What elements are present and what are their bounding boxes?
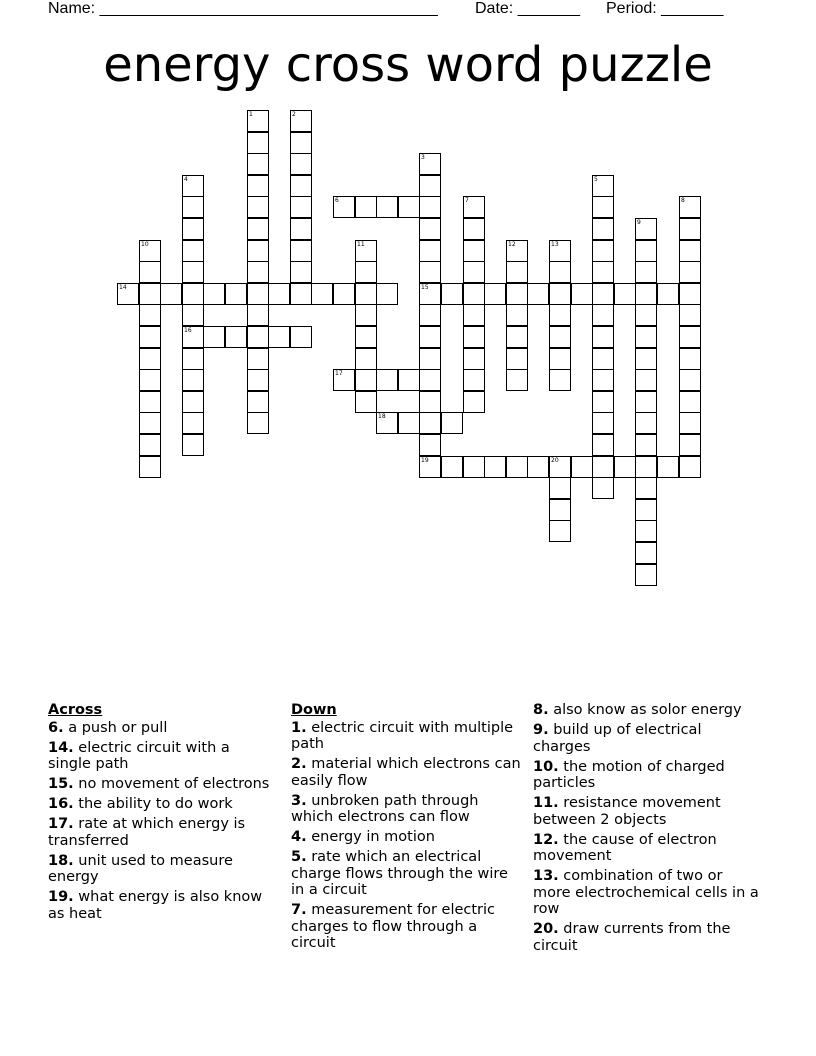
grid-cell[interactable] [592,196,614,218]
grid-cell[interactable] [635,348,657,370]
grid-cell[interactable] [247,369,269,391]
grid-cell[interactable] [549,348,571,370]
grid-cell[interactable] [247,283,269,305]
grid-cell[interactable] [182,434,204,456]
grid-cell[interactable] [635,542,657,564]
grid-cell[interactable] [463,304,485,326]
grid-cell[interactable] [139,456,161,478]
grid-cell[interactable] [139,391,161,413]
grid-cell[interactable] [463,196,485,218]
grid-cell[interactable] [592,240,614,262]
cell-number: 20 [551,457,559,464]
grid-cell[interactable] [419,391,441,413]
down-clues-continued [533,702,761,958]
grid-cell[interactable] [247,175,269,197]
grid-cell[interactable] [506,283,528,305]
grid-cell[interactable] [549,499,571,521]
cell-number: 18 [378,413,386,420]
grid-cell[interactable] [679,196,701,218]
grid-cell[interactable] [592,456,614,478]
clue-text: electric circuit with multiple path [291,719,514,752]
grid-cell[interactable] [247,304,269,326]
cell-number: 12 [508,241,516,248]
clue-number: 7. [291,902,307,918]
clue-text: no movement of electrons [73,776,270,792]
clue-number: 17. [48,816,74,832]
clue-text: resistance movement between 2 objects [533,795,721,828]
grid-cell[interactable] [592,261,614,283]
grid-cell[interactable] [463,240,485,262]
grid-cell[interactable] [268,283,290,305]
grid-cell[interactable] [139,283,161,305]
grid-cell[interactable] [247,326,269,348]
grid-cell[interactable] [679,412,701,434]
cell-number: 1 [249,111,253,118]
grid-cell[interactable] [290,218,312,240]
grid-cell[interactable] [247,412,269,434]
clue-text: also know as solor energy [548,702,742,718]
grid-cell[interactable] [506,304,528,326]
grid-cell[interactable] [635,434,657,456]
clue-item [48,720,273,737]
grid-cell[interactable] [635,477,657,499]
grid-cell[interactable] [203,326,225,348]
grid-cell[interactable] [549,477,571,499]
grid-cell[interactable] [182,175,204,197]
date-field-label[interactable]: Date: _______ [475,0,580,17]
grid-cell[interactable] [506,369,528,391]
grid-cell[interactable] [592,434,614,456]
grid-cell[interactable] [139,304,161,326]
grid-cell[interactable] [182,304,204,326]
grid-cell[interactable] [247,196,269,218]
clue-text: the ability to do work [73,796,233,812]
grid-cell[interactable] [635,326,657,348]
grid-cell[interactable] [268,326,290,348]
clue-number: 16. [48,796,74,812]
grid-cell[interactable] [635,218,657,240]
grid-cell[interactable] [635,412,657,434]
grid-cell[interactable] [635,391,657,413]
grid-cell[interactable] [679,456,701,478]
grid-cell[interactable] [355,348,377,370]
clue-number: 9. [533,722,549,738]
grid-cell[interactable] [635,499,657,521]
grid-cell[interactable] [614,456,636,478]
grid-cell[interactable] [247,110,269,132]
clue-item [533,832,761,865]
clue-text: unbroken path through which electrons can flow [291,792,479,825]
cell-number: 14 [119,284,127,291]
grid-cell[interactable] [635,369,657,391]
grid-cell[interactable] [592,369,614,391]
clue-number: 4. [291,829,307,845]
grid-cell[interactable] [398,196,420,218]
grid-cell[interactable] [635,261,657,283]
grid-cell[interactable] [355,196,377,218]
grid-cell[interactable] [355,261,377,283]
cell-number: 2 [292,111,296,118]
grid-cell[interactable] [182,196,204,218]
grid-cell[interactable] [592,477,614,499]
clue-number: 8. [533,702,549,718]
grid-cell[interactable] [419,196,441,218]
cell-number: 13 [551,241,559,248]
grid-cell[interactable] [182,348,204,370]
grid-cell[interactable] [592,326,614,348]
clue-number: 15. [48,776,74,792]
grid-cell[interactable] [419,153,441,175]
grid-cell[interactable] [592,283,614,305]
grid-cell[interactable] [419,456,441,478]
grid-cell[interactable] [225,326,247,348]
grid-cell[interactable] [376,283,398,305]
cell-number: 5 [594,176,598,183]
clue-number: 14. [48,739,74,756]
grid-cell[interactable] [182,326,204,348]
grid-cell[interactable] [484,456,506,478]
grid-cell[interactable] [549,283,571,305]
grid-cell[interactable] [463,261,485,283]
grid-cell[interactable] [679,304,701,326]
grid-cell[interactable] [139,412,161,434]
clue-item [533,868,761,918]
grid-cell[interactable] [635,283,657,305]
grid-cell[interactable] [419,326,441,348]
cell-number: 3 [421,154,425,161]
clue-text: energy in motion [306,829,435,845]
grid-cell[interactable] [549,520,571,542]
grid-cell[interactable] [592,348,614,370]
grid-cell[interactable] [355,369,377,391]
clue-text: electric circuit with a single path [48,739,230,772]
grid-cell[interactable] [182,283,204,305]
grid-cell[interactable] [376,196,398,218]
clue-item [48,776,273,793]
clue-item [533,702,761,719]
grid-cell[interactable] [679,348,701,370]
clue-text: measurement for electric charges to flow through a circuit [291,902,496,951]
cell-number: 4 [184,176,188,183]
clue-item [291,849,521,899]
grid-cell[interactable] [549,326,571,348]
grid-cell[interactable] [679,240,701,262]
grid-cell[interactable] [419,369,441,391]
grid-cell[interactable] [419,261,441,283]
grid-cell[interactable] [463,348,485,370]
grid-cell[interactable] [333,196,355,218]
grid-cell[interactable] [333,369,355,391]
grid-cell[interactable] [333,283,355,305]
grid-cell[interactable] [657,283,679,305]
grid-cell[interactable] [139,348,161,370]
clue-number: 12. [533,831,559,848]
grid-cell[interactable] [549,240,571,262]
clue-number: 5. [291,849,307,865]
grid-cell[interactable] [290,132,312,154]
grid-cell[interactable] [635,304,657,326]
grid-cell[interactable] [290,326,312,348]
grid-cell[interactable] [635,240,657,262]
grid-cell[interactable] [549,304,571,326]
grid-cell[interactable] [139,434,161,456]
grid-cell[interactable] [679,326,701,348]
down-heading: Down [291,702,337,718]
grid-cell[interactable] [182,218,204,240]
grid-cell[interactable] [398,369,420,391]
grid-cell[interactable] [592,391,614,413]
grid-cell[interactable] [679,218,701,240]
cell-number: 7 [465,197,469,204]
clue-item [48,853,273,886]
period-field-label[interactable]: Period: _______ [606,0,724,17]
clue-item [533,921,761,954]
name-field-label[interactable]: Name: ______________________________________ [48,0,438,17]
grid-cell[interactable] [225,283,247,305]
grid-cell[interactable] [247,391,269,413]
grid-cell[interactable] [441,456,463,478]
grid-cell[interactable] [679,369,701,391]
clue-item [533,722,761,755]
cell-number: 17 [335,370,343,377]
grid-cell[interactable] [549,456,571,478]
grid-cell[interactable] [549,261,571,283]
grid-cell[interactable] [355,283,377,305]
grid-cell[interactable] [419,348,441,370]
grid-cell[interactable] [419,175,441,197]
clue-item [533,759,761,792]
cell-number: 6 [335,197,339,204]
clue-number: 3. [291,792,307,809]
clue-text: what energy is also know as heat [48,889,263,922]
grid-cell[interactable] [290,196,312,218]
across-heading: Across [48,702,103,718]
clue-text: material which electrons can easily flow [291,756,521,789]
clue-text: draw currents from the circuit [533,921,731,954]
grid-cell[interactable] [247,261,269,283]
clue-text: the cause of electron movement [533,831,717,864]
grid-cell[interactable] [463,283,485,305]
grid-cell[interactable] [398,412,420,434]
grid-cell[interactable] [355,391,377,413]
grid-cell[interactable] [117,283,139,305]
grid-cell[interactable] [290,261,312,283]
grid-cell[interactable] [679,391,701,413]
grid-cell[interactable] [419,283,441,305]
grid-cell[interactable] [441,412,463,434]
grid-cell[interactable] [290,175,312,197]
clue-number: 2. [291,756,307,772]
clue-number: 20. [533,921,559,937]
clue-item [533,795,761,828]
cell-number: 11 [357,241,365,248]
clue-item [291,793,521,826]
clue-item [291,829,521,846]
clue-item [48,816,273,849]
grid-cell[interactable] [463,218,485,240]
clue-item [291,720,521,753]
grid-cell[interactable] [592,218,614,240]
grid-cell[interactable] [592,304,614,326]
grid-cell[interactable] [679,261,701,283]
grid-cell[interactable] [419,218,441,240]
grid-cell[interactable] [679,434,701,456]
clue-number: 10. [533,758,559,775]
grid-cell[interactable] [441,283,463,305]
grid-cell[interactable] [290,110,312,132]
grid-cell[interactable] [506,456,528,478]
grid-cell[interactable] [506,348,528,370]
grid-cell[interactable] [506,261,528,283]
grid-cell[interactable] [247,348,269,370]
grid-cell[interactable] [419,412,441,434]
clue-number: 1. [291,719,307,736]
clue-text: combination of two or more electrochemical cells in a row [533,868,759,917]
cell-number: 9 [637,219,641,226]
clue-text: unit used to measure energy [48,852,233,885]
clue-text: a push or pull [63,719,168,736]
grid-cell[interactable] [635,520,657,542]
grid-cell[interactable] [247,218,269,240]
grid-cell[interactable] [182,369,204,391]
grid-cell[interactable] [139,326,161,348]
clue-text: build up of electrical charges [533,722,702,755]
grid-cell[interactable] [355,326,377,348]
clue-text: rate which an electrical charge flows through the wire in a circuit [291,849,508,898]
clue-item [291,902,521,952]
grid-cell[interactable] [506,240,528,262]
grid-cell[interactable] [247,240,269,262]
cell-number: 10 [141,241,149,248]
grid-cell[interactable] [290,283,312,305]
cell-number: 15 [421,284,429,291]
grid-cell[interactable] [571,456,593,478]
clue-number: 6. [48,719,64,736]
clue-text: rate at which energy is transferred [48,816,246,849]
grid-cell[interactable] [355,240,377,262]
grid-cell[interactable] [203,283,225,305]
grid-cell[interactable] [355,304,377,326]
grid-cell[interactable] [506,326,528,348]
grid-cell[interactable] [247,153,269,175]
grid-cell[interactable] [657,456,679,478]
grid-cell[interactable] [376,369,398,391]
clue-item [48,889,273,922]
clue-text: the motion of charged particles [533,758,725,791]
clue-number: 18. [48,852,74,869]
grid-cell[interactable] [139,261,161,283]
cell-number: 19 [421,457,429,464]
grid-cell[interactable] [419,304,441,326]
grid-cell[interactable] [247,132,269,154]
clue-number: 11. [533,795,559,811]
grid-cell[interactable] [182,261,204,283]
grid-cell[interactable] [182,391,204,413]
grid-cell[interactable] [463,391,485,413]
grid-cell[interactable] [635,456,657,478]
clue-number: 13. [533,868,559,884]
cell-number: 8 [681,197,685,204]
grid-cell[interactable] [160,283,182,305]
clue-item [291,756,521,789]
grid-cell[interactable] [290,153,312,175]
grid-cell[interactable] [419,434,441,456]
grid-cell[interactable] [290,240,312,262]
grid-cell[interactable] [182,412,204,434]
grid-cell[interactable] [635,564,657,586]
grid-cell[interactable] [182,240,204,262]
grid-cell[interactable] [139,240,161,262]
across-clues [48,702,273,926]
grid-cell[interactable] [592,175,614,197]
grid-cell[interactable] [311,283,333,305]
grid-cell[interactable] [463,369,485,391]
grid-cell[interactable] [463,326,485,348]
cell-number: 16 [184,327,192,334]
grid-cell[interactable] [592,412,614,434]
grid-cell[interactable] [463,456,485,478]
grid-cell[interactable] [376,412,398,434]
grid-cell[interactable] [527,283,549,305]
clue-item [48,796,273,813]
page-title: energy cross word puzzle [103,37,713,93]
grid-cell[interactable] [484,283,506,305]
clue-number: 19. [48,889,74,905]
grid-cell[interactable] [139,369,161,391]
grid-cell[interactable] [571,283,593,305]
clue-item [48,740,273,773]
down-clues [291,702,521,955]
grid-cell[interactable] [527,456,549,478]
grid-cell[interactable] [549,369,571,391]
grid-cell[interactable] [679,283,701,305]
grid-cell[interactable] [419,240,441,262]
grid-cell[interactable] [614,283,636,305]
